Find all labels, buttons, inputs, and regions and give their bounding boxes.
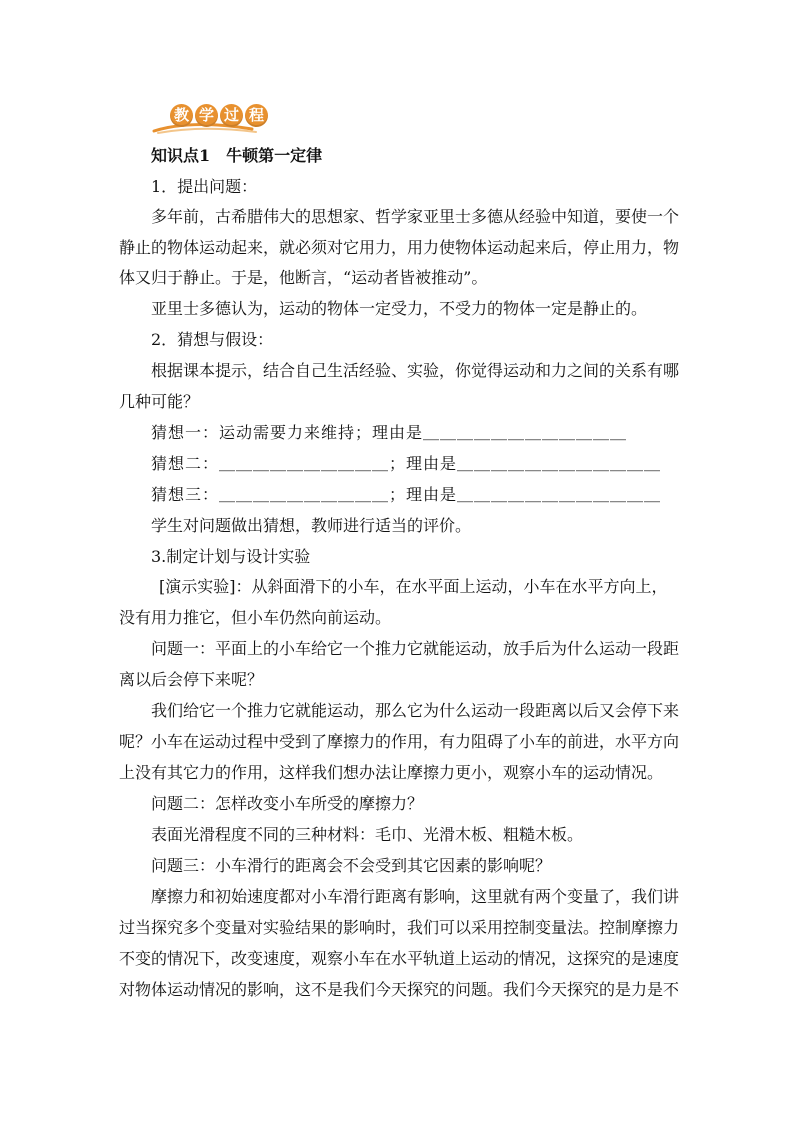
paragraph-line: 1．提出问题： [151, 177, 258, 196]
paragraph-line: 几种可能？ [119, 392, 200, 411]
hypothesis-line: 猜想二：＿＿＿＿＿＿＿＿＿＿；理由是＿＿＿＿＿＿＿＿＿＿＿＿ [151, 454, 662, 473]
section-header-badge [152, 101, 262, 135]
paragraph-line: 问题三：小车滑行的距离会不会受到其它因素的影响呢？ [151, 856, 552, 875]
paragraph-line: 对物体运动情况的影响，这不是我们今天探究的问题。我们今天探究的是力是不 [119, 980, 680, 999]
paragraph-line: 问题一：平面上的小车给它一个推力它就能运动，放手后为什么运动一段距 [151, 639, 680, 658]
paragraph-line: 2．猜想与假设： [151, 330, 274, 349]
paragraph-line: 表面光滑程度不同的三种材料：毛巾、光滑木板、粗糙木板。 [151, 825, 584, 844]
paragraph-line: 学生对问题做出猜想，教师进行适当的评价。 [151, 516, 472, 535]
paragraph-line: 多年前，古希腊伟大的思想家、哲学家亚里士多德从经验中知道，要使一个 [151, 207, 680, 226]
section-title: 知识点1 牛顿第一定律 [151, 146, 323, 165]
badge-char: 学 [195, 104, 218, 127]
hypothesis-line: 猜想一：运动需要力来维持；理由是＿＿＿＿＿＿＿＿＿＿＿＿ [151, 423, 628, 442]
paragraph-line: 亚里士多德认为，运动的物体一定受力，不受力的物体一定是静止的。 [151, 299, 648, 318]
badge-char: 程 [245, 104, 268, 127]
paragraph-line: 我们给它一个推力它就能运动，那么它为什么运动一段距离以后又会停下来 [151, 701, 680, 720]
paragraph-line: 没有用力推它，但小车仍然向前运动。 [119, 608, 392, 627]
paragraph-line: 问题二：怎样改变小车所受的摩擦力？ [151, 794, 424, 813]
paragraph-line: 不变的情况下，改变速度，观察小车在水平轨道上运动的情况，这探究的是速度 [119, 949, 680, 968]
paragraph-line: 过当探究多个变量对实验结果的影响时，我们可以采用控制变量法。控制摩擦力 [119, 918, 680, 937]
paragraph-line: 根据课本提示，结合自己生活经验、实验，你觉得运动和力之间的关系有哪 [151, 361, 680, 380]
paragraph-line: [演示实验]：从斜面滑下的小车，在水平面上运动，小车在水平方向上， [159, 577, 668, 596]
paragraph-line: 静止的物体运动起来，就必须对它用力，用力使物体运动起来后，停止用力，物 [119, 238, 680, 257]
badge-char: 教 [170, 104, 193, 127]
paragraph-line: 呢？小车在运动过程中受到了摩擦力的作用，有力阻碍了小车的前进，水平方向 [119, 732, 680, 751]
hypothesis-line: 猜想三：＿＿＿＿＿＿＿＿＿＿；理由是＿＿＿＿＿＿＿＿＿＿＿＿ [151, 485, 662, 504]
paragraph-line: 摩擦力和初始速度都对小车滑行距离有影响，这里就有两个变量了，我们讲 [151, 887, 680, 906]
badge-char: 过 [220, 104, 243, 127]
paragraph-line: 离以后会停下来呢？ [119, 670, 264, 689]
paragraph-line: 体又归于静止。于是，他断言，“运动者皆被推动”。 [119, 268, 488, 287]
paragraph-line: 3.制定计划与设计实验 [151, 547, 311, 566]
paragraph-line: 上没有其它力的作用，这样我们想办法让摩擦力更小，观察小车的运动情况。 [119, 763, 664, 782]
